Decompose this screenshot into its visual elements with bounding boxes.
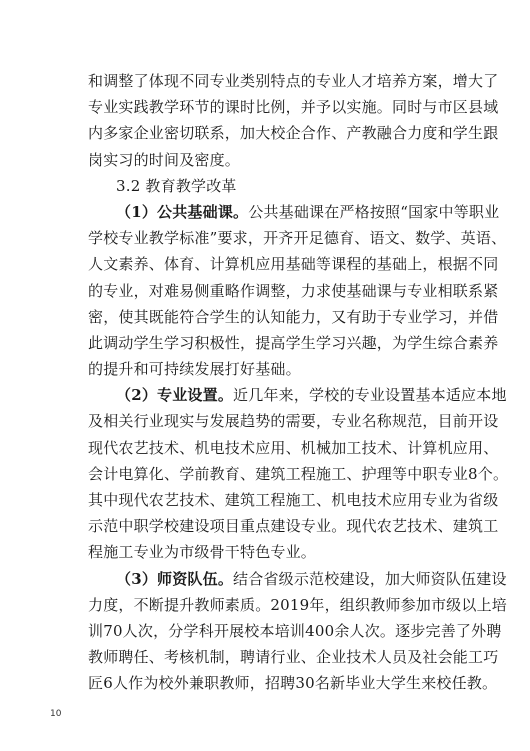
paragraph-line: 岗实习的时间及密度。 xyxy=(88,150,241,169)
paragraph-line: 专业实践教学环节的课时比例，并予以实施。同时与市区县域 xyxy=(88,98,499,117)
paragraph-line: 及相关行业现实与发展趋势的需要，专业名称规范，目前开设 xyxy=(88,412,499,431)
section-heading: 3.2 教育教学改革 xyxy=(116,176,237,195)
paragraph-line: 此调动学生学习积极性，提高学生学习兴趣，为学生综合素养 xyxy=(88,333,499,352)
major-setup-label: （2）专业设置。 xyxy=(116,386,234,405)
teachers-label: （3）师资队伍。 xyxy=(116,569,234,588)
paragraph-line: 和调整了体现不同专业类别特点的专业人才培养方案，增大了 xyxy=(88,72,499,90)
document-body xyxy=(88,68,509,697)
paragraph-line: 训70人次，分学科开展校本培训400余人次。逐步完善了外聘 xyxy=(88,621,502,640)
paragraph-line: 的提升和可持续发展打好基础。 xyxy=(88,360,301,379)
major-setup-first-line xyxy=(88,382,507,408)
paragraph-line: 近几年来，学校的专业设置基本适应本地 xyxy=(233,386,507,405)
public-courses-first-line xyxy=(88,199,500,225)
public-courses-label: （1）公共基础课。 xyxy=(116,202,249,221)
paragraph-line: 其中现代农艺技术、建筑工程施工、机电技术应用专业为省级 xyxy=(88,491,499,509)
paragraph-line: 示范中职学校建设项目重点建设专业。现代农艺技术、建筑工 xyxy=(88,517,499,536)
paragraph-line: 内多家企业密切联系，加大校企合作、产教融合力度和学生跟 xyxy=(88,124,499,143)
paragraph-line: 现代农艺技术、机电技术应用、机械加工技术、计算机应用、 xyxy=(88,438,499,457)
paragraph-line: 匠6人作为校外兼职教师，招聘30名新毕业大学生来校任教。 xyxy=(88,674,498,693)
paragraph-line: 公共基础课在严格按照“国家中等职业 xyxy=(248,202,500,221)
teachers-first-line xyxy=(88,566,507,592)
paragraph-line: 密，使其既能符合学生的认知能力，又有助于专业学习，并借 xyxy=(88,307,499,326)
paragraph-line: 人文素养、体育、计算机应用基础等课程的基础上，根据不同 xyxy=(88,255,499,274)
paragraph-line: 学校专业教学标准”要求，开齐开足德育、语文、数学、英语、 xyxy=(88,229,507,248)
paragraph-line: 程施工专业为市级骨干特色专业。 xyxy=(88,543,317,562)
paragraph-line: 结合省级示范校建设，加大师资队伍建设 xyxy=(233,569,507,588)
paragraph-line: 教师聘任、考核机制，聘请行业、企业技术人员及社会能工巧 xyxy=(88,648,499,667)
page-number: 10 xyxy=(50,709,62,719)
paragraph-line: 的专业，对难易侧重略作调整，力求使基础课与专业相联系紧 xyxy=(88,281,499,300)
paragraph-line: 会计电算化、学前教育、建筑工程施工、护理等中职专业8个。 xyxy=(88,464,509,483)
paragraph-line: 力度，不断提升教师素质。2019年，组织教师参加市级以上培 xyxy=(88,595,507,614)
